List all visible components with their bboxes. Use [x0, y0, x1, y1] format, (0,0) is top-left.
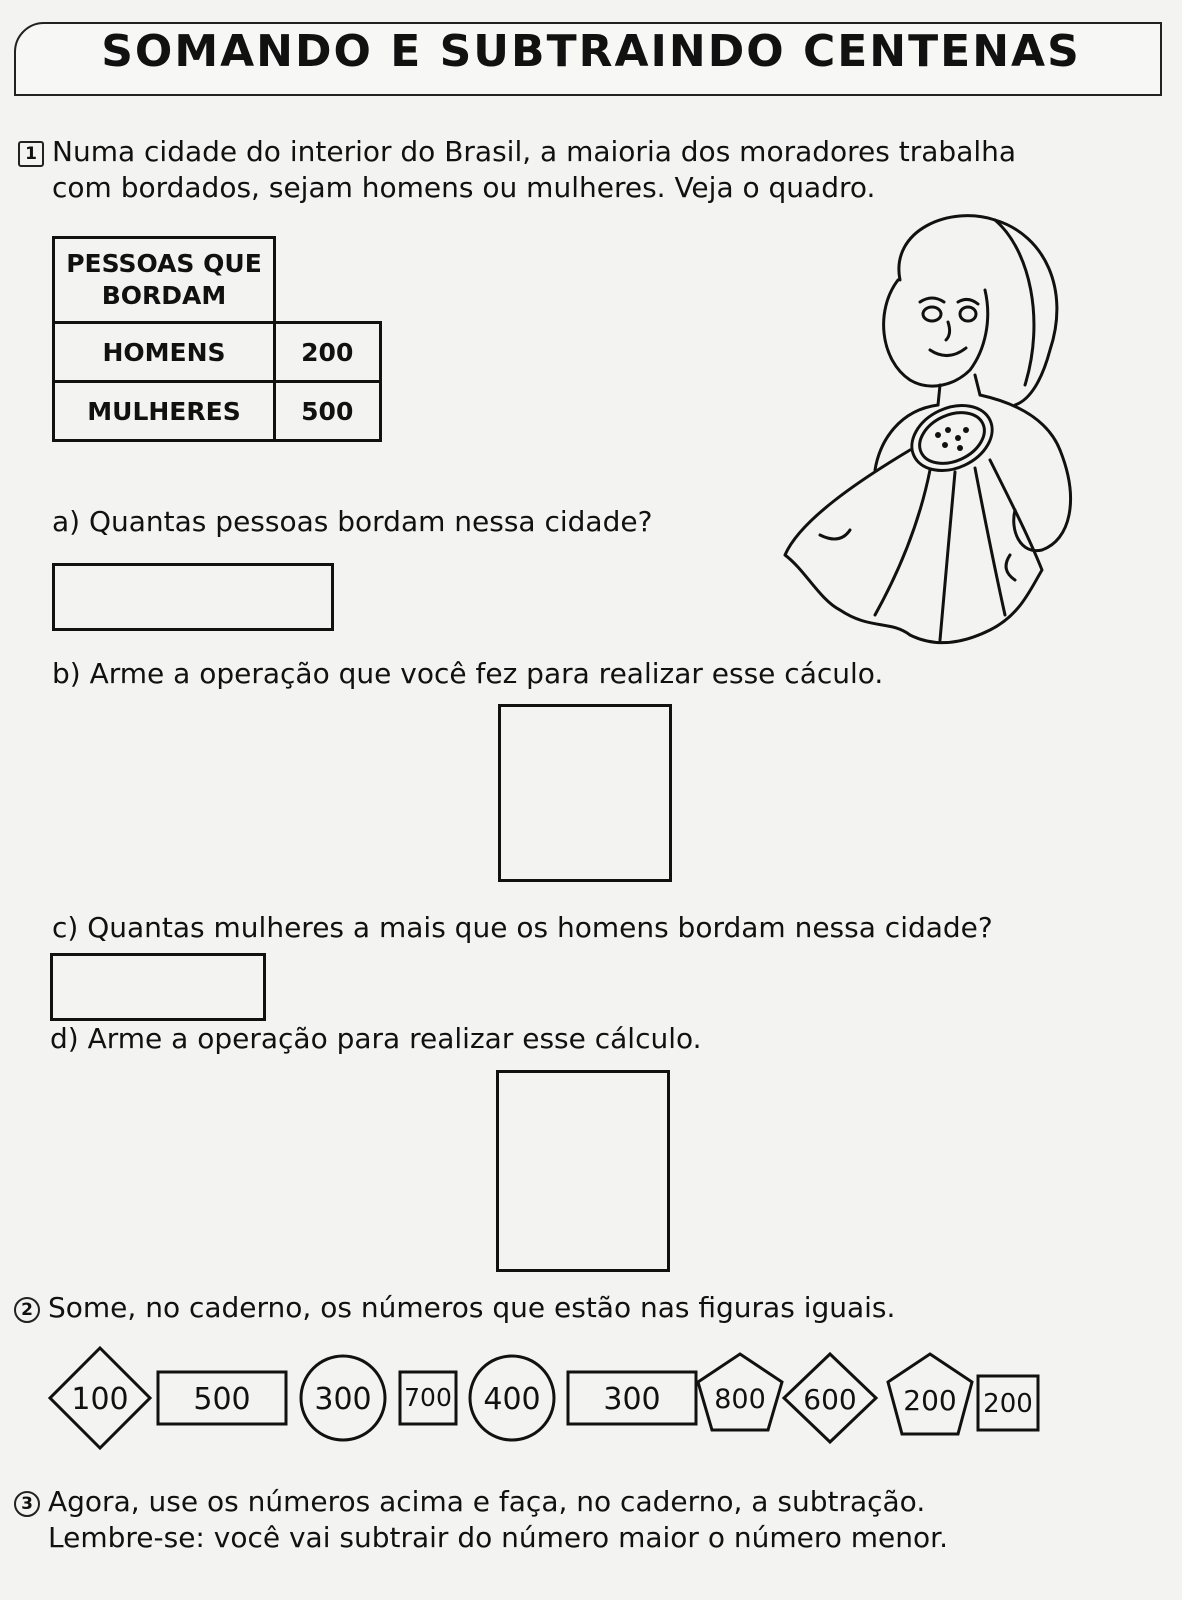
- figure-rectangle-300: [568, 1372, 696, 1424]
- question-1d-text: d) Arme a operação para realizar esse cálculo.: [50, 1022, 702, 1055]
- question-number-1: 1: [18, 141, 44, 167]
- figure-value: 600: [803, 1383, 857, 1416]
- question-2-line: [14, 1290, 895, 1326]
- table-empty-corner: [275, 238, 381, 323]
- figure-value: 400: [483, 1382, 541, 1417]
- figure-value: 200: [903, 1384, 957, 1417]
- figure-value: 100: [71, 1382, 129, 1417]
- woman-embroidering-illustration: [780, 210, 1110, 660]
- question-1b-text: b) Arme a operação que você fez para realizar esse cáculo.: [52, 657, 884, 690]
- figure-circle-300: [301, 1356, 385, 1440]
- table-row-value-men: 200: [275, 323, 381, 382]
- figure-diamond-100: [50, 1348, 150, 1448]
- figure-diamond-600: [784, 1354, 876, 1442]
- figure-square-200: [978, 1376, 1038, 1430]
- figures-row: [40, 1340, 1050, 1450]
- question-1c-text: c) Quantas mulheres a mais que os homens bordam nessa cidade?: [52, 911, 993, 944]
- table-header-line2: BORDAM: [101, 281, 227, 310]
- embroidery-table: [52, 236, 382, 442]
- table-row-label-women: MULHERES: [54, 382, 275, 441]
- figure-value: 300: [314, 1382, 372, 1417]
- answer-box-1d[interactable]: [496, 1070, 670, 1272]
- figure-square-700: [400, 1372, 456, 1424]
- question-3-text-line1: Agora, use os números acima e faça, no caderno, a subtração.: [48, 1485, 926, 1518]
- table-header: [54, 238, 275, 323]
- question-3-line1: [14, 1484, 925, 1520]
- figure-value: 300: [603, 1382, 661, 1417]
- answer-box-1b[interactable]: [498, 704, 672, 882]
- figure-value: 200: [983, 1389, 1033, 1419]
- table-row-label-men: HOMENS: [54, 323, 275, 382]
- figure-circle-400: [470, 1356, 554, 1440]
- table-header-line1: PESSOAS QUE: [66, 249, 262, 278]
- question-2-text: Some, no caderno, os números que estão nas figuras iguais.: [48, 1291, 896, 1324]
- table-row-value-women: 500: [275, 382, 381, 441]
- page-title: SOMANDO E SUBTRAINDO CENTENAS: [101, 26, 1081, 77]
- question-1-intro-line1: [18, 134, 1016, 170]
- question-1-text-line1: Numa cidade do interior do Brasil, a maioria dos moradores trabalha: [52, 135, 1017, 168]
- figure-pentagon-200: [888, 1354, 972, 1434]
- question-number-2: 2: [14, 1297, 40, 1323]
- figure-value: 500: [193, 1382, 251, 1417]
- question-3-text-line2: Lembre-se: você vai subtrair do número maior o número menor.: [48, 1521, 948, 1554]
- figure-pentagon-800: [698, 1354, 782, 1430]
- question-number-3: 3: [14, 1491, 40, 1517]
- answer-box-1c[interactable]: [50, 953, 266, 1021]
- figure-rectangle-500: [158, 1372, 286, 1424]
- question-1a-text: a) Quantas pessoas bordam nessa cidade?: [52, 505, 653, 538]
- figure-value: 700: [404, 1383, 452, 1412]
- figure-value: 800: [714, 1384, 766, 1415]
- answer-box-1a[interactable]: [52, 563, 334, 631]
- question-1-intro-line2: com bordados, sejam homens ou mulheres. Veja o quadro.: [52, 171, 876, 204]
